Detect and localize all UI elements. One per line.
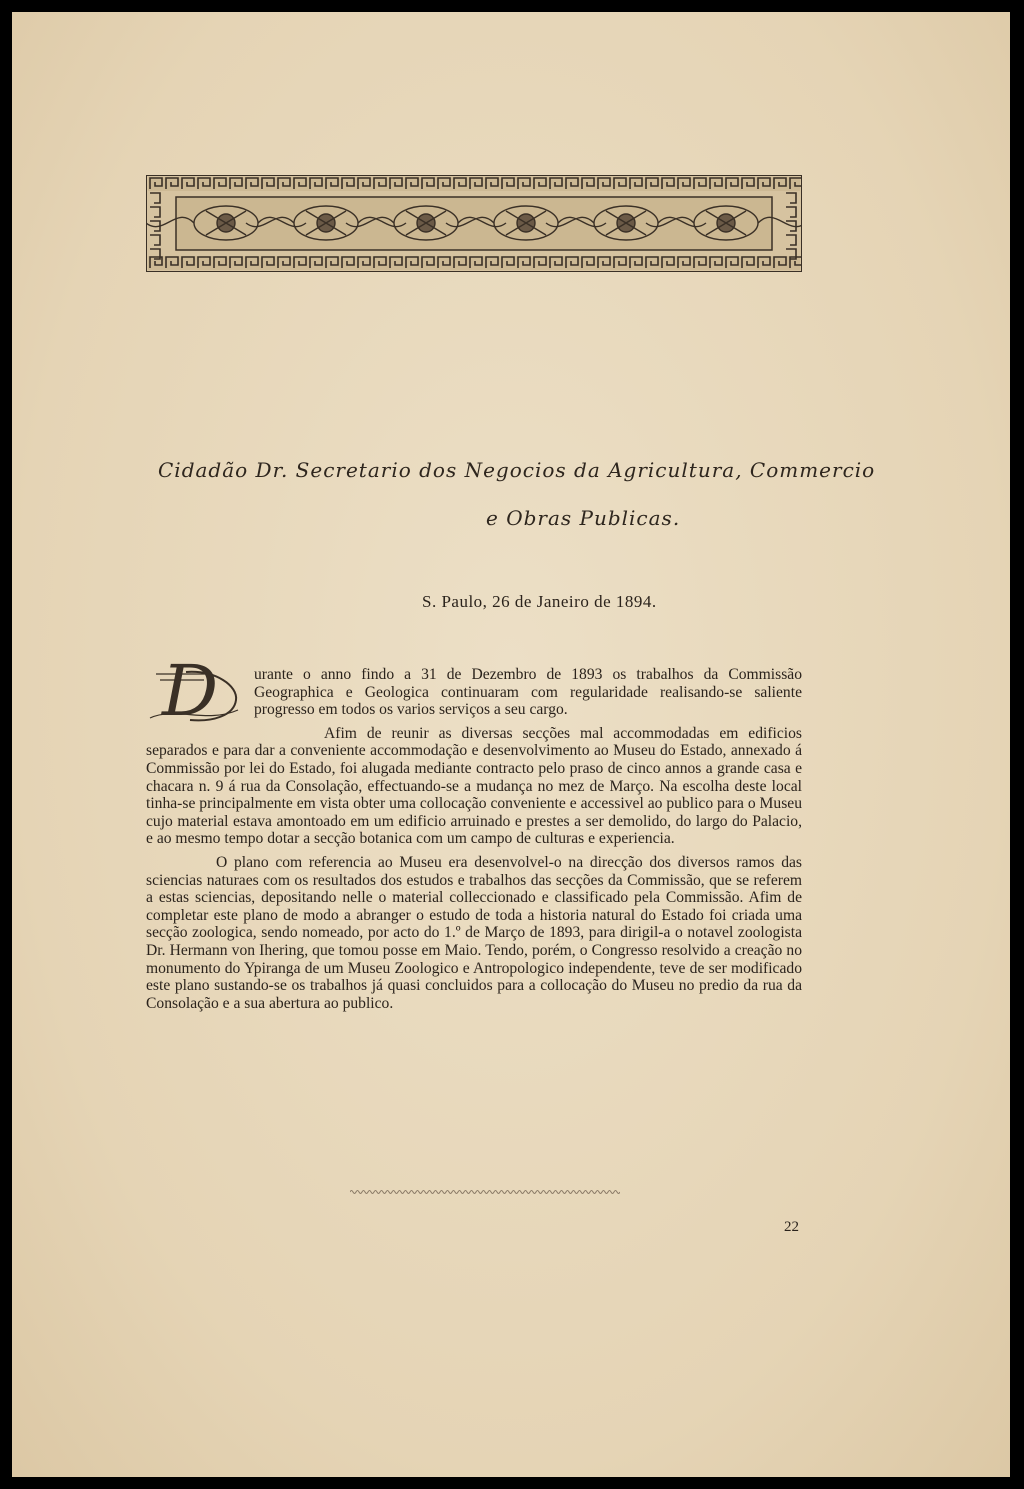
drop-cap-letter: D xyxy=(162,650,219,732)
salutation-line-2: e Obras Publicas. xyxy=(486,506,681,530)
page-number: 22 xyxy=(784,1219,799,1235)
wavy-divider-icon xyxy=(350,1189,620,1195)
body-text xyxy=(146,650,802,1012)
salutation-line-1: Cidadão Dr. Secretario dos Negocios da Agricultura, Commercio xyxy=(158,458,876,482)
dateline: S. Paulo, 26 de Janeiro de 1894. xyxy=(422,592,657,611)
greek-key-border-icon xyxy=(146,175,802,272)
paragraph-3: O plano com referencia ao Museu era desenvolvel-o na direcção dos diversos ramos das sciencias naturaes com os resultados dos estudos e trabalhos das secções da Commissão, que se referem a estas sciencias, depositando nelle o material colleccionado e classificado pela Commissão. Afim de completar este plano de modo a abranger o estudo de toda a historia natural do Estado foi criada uma secção zoologica, sendo nomeado, por acto do 1.º de Março de 1893, para dirigil-a o notavel zoologista Dr. Hermann von Ihering, que tomou posse em Maio. Tendo, porém, o Congresso resolvido a creação no monumento do Ypiranga de um Museu Zoologico e Antropologico independente, teve de ser modificado este plano sustando-se os trabalhos já quasi concluidos para a collocação do Museu no predio da rua da Consolação e a sua abertura ao publico. xyxy=(146,853,802,1012)
paragraph-1 xyxy=(146,650,802,732)
paragraph-1-text: urante o anno findo a 31 de Dezembro de 1893 os trabalhos da Commissão Geographica e Geologica continuaram com regularidade realisando-se saliente progresso em todos os varios serviços a seu cargo. xyxy=(254,666,802,719)
paragraph-2: Afim de reunir as diversas secções mal accommodadas em edificios separados e para dar a conveniente accommodação e desenvolvimento ao Museu do Estado, annexado á Commissão por lei do Estado, foi alugada mediante contracto pelo praso de cinco annos a grande casa e chacara n. 9 á rua da Consolação, effectuando-se a mudança no mez de Março. Na escolha deste local tinha-se principalmente em vista obter uma collocação conveniente e accessivel ao publico para o Museu cujo material estava amontoado em um edificio arruinado e prestes a ser demolido, do largo do Palacio, e ao mesmo tempo dotar a secção botanica com um campo de culturas e experiencia. xyxy=(146,724,802,848)
drop-cap xyxy=(146,650,246,732)
document-page xyxy=(12,12,1010,1477)
ornamental-header-band xyxy=(146,175,802,272)
